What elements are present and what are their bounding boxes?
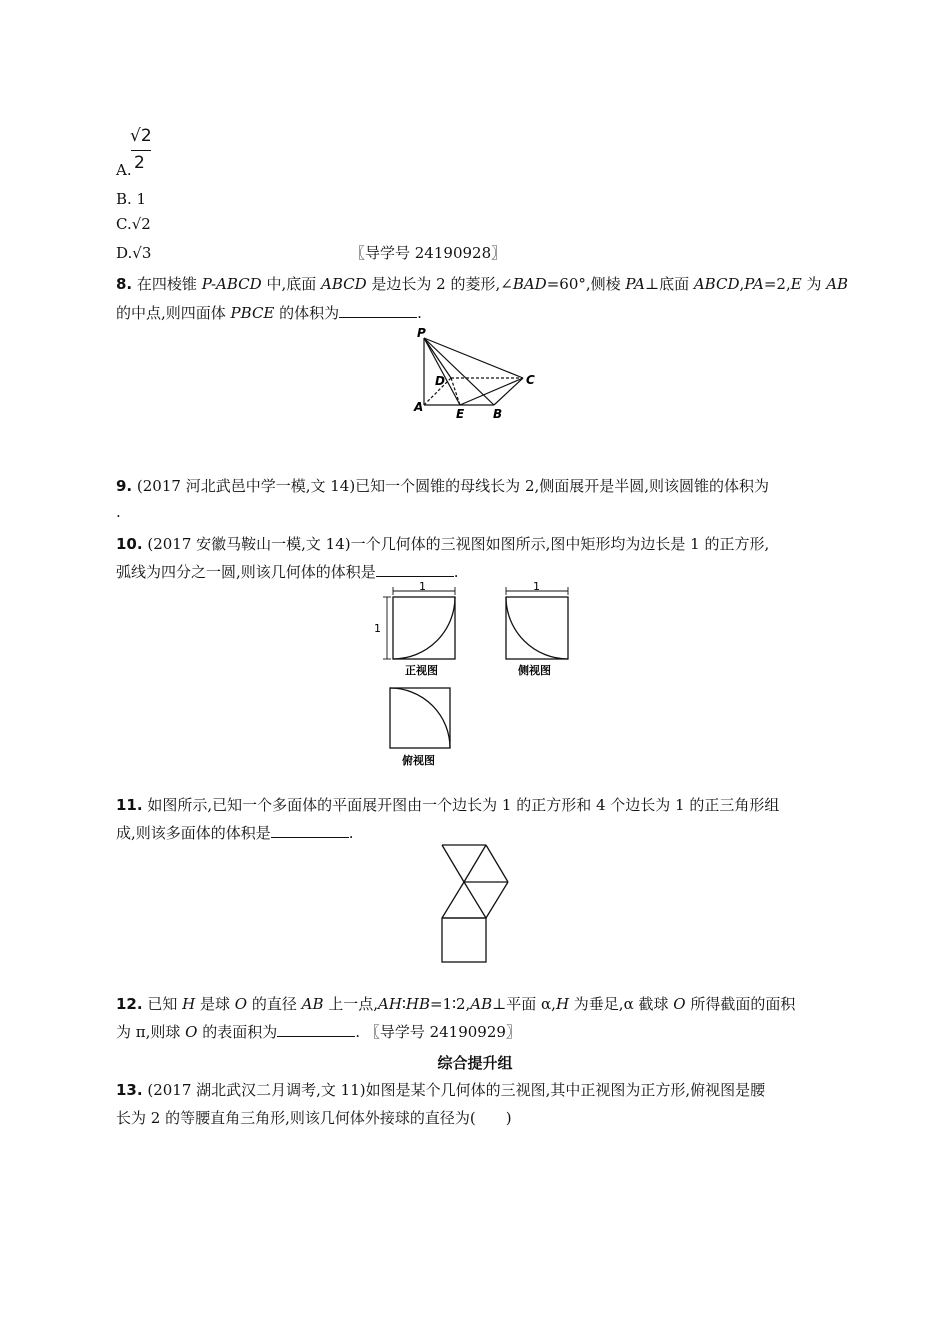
text: 弧线为四分之一圆,则该几何体的体积是: [116, 563, 376, 581]
three-view-figure: [370, 582, 590, 772]
question-13-line-2: 长为 2 的等腰直角三角形,则该几何体外接球的直径为( ): [116, 1109, 512, 1127]
question-11-line-2: [116, 823, 354, 843]
italic-text: P-ABCD: [201, 275, 262, 293]
question-10-line-2: [116, 562, 459, 582]
italic-text: O: [185, 1023, 198, 1041]
dimension-label: 1: [374, 622, 381, 635]
text: =2,: [763, 275, 791, 293]
option-d: D.√3: [116, 244, 152, 262]
text: 已知: [142, 995, 183, 1013]
label-e: E: [456, 407, 465, 421]
question-number: 8.: [116, 275, 133, 293]
question-12-line-1: [116, 994, 795, 1014]
italic-text: O: [673, 995, 686, 1013]
text: 上一点,: [323, 995, 379, 1013]
top-view-caption: 俯视图: [402, 754, 435, 767]
text: 成,则该多面体的体积是: [116, 824, 271, 842]
option-a-denominator: 2: [134, 153, 145, 173]
question-number: 10.: [116, 535, 143, 553]
italic-text: PA: [744, 275, 764, 293]
italic-text: H: [555, 995, 570, 1013]
text: ,: [739, 275, 745, 293]
option-a-numerator: √2: [130, 126, 152, 146]
text: =60°,侧棱: [546, 275, 626, 293]
label-c: C: [526, 373, 535, 387]
question-8-line-2: [116, 303, 422, 323]
text: 中,底面: [261, 275, 321, 293]
text: 的直径: [247, 995, 302, 1013]
question-number: 13.: [116, 1081, 143, 1099]
text: 为: [801, 275, 827, 293]
italic-text: ABCD: [693, 275, 740, 293]
label-d: D: [435, 374, 445, 388]
text: 的中点,则四面体: [116, 304, 231, 322]
question-number: 12.: [116, 995, 143, 1013]
italic-text: PA: [625, 275, 645, 293]
text: 所得截面的面积: [685, 995, 796, 1013]
dimension-label: 1: [533, 582, 540, 593]
front-view-caption: 正视图: [405, 664, 438, 677]
option-c: C.√2: [116, 215, 151, 233]
text: 为 π,则球: [116, 1023, 186, 1041]
answer-blank: [271, 823, 349, 838]
pyramid-figure: [405, 325, 545, 425]
text: =1∶2,: [429, 995, 471, 1013]
text: ⊥平面 α,: [492, 995, 556, 1013]
fraction-bar: [131, 150, 151, 151]
question-13-line-1: [116, 1080, 765, 1100]
section-heading: 综合提升组: [437, 1054, 513, 1072]
italic-text: HB: [405, 995, 430, 1013]
option-a-label: A.: [116, 161, 132, 179]
question-9-line-2: .: [116, 503, 121, 521]
italic-text: AB: [826, 275, 849, 293]
question-11-line-1: [116, 795, 779, 815]
text: 是边长为 2 的菱形,∠: [366, 275, 513, 293]
italic-text: AB: [301, 995, 324, 1013]
answer-blank: [339, 303, 417, 318]
question-10-line-1: [116, 534, 769, 554]
italic-text: E: [790, 275, 802, 293]
side-view-caption: 侧视图: [518, 664, 551, 677]
italic-text: ABCD: [320, 275, 367, 293]
text: 的体积为: [274, 304, 340, 322]
italic-text: O: [234, 995, 248, 1013]
italic-text: AB: [470, 995, 493, 1013]
label-a: A: [414, 400, 424, 414]
question-8-line-1: [116, 274, 848, 294]
label-p: P: [417, 326, 426, 340]
question-9-line-1: [116, 476, 769, 496]
text: 为垂足,α 截球: [569, 995, 674, 1013]
text: (2017 安徽马鞍山一模,文 14)一个几何体的三视图如图所示,图中矩形均为边长是 1 的正方形,: [142, 535, 770, 553]
question-number: 11.: [116, 796, 143, 814]
text: 如图所示,已知一个多面体的平面展开图由一个边长为 1 的正方形和 4 个边长为 1 的正三角形组: [142, 796, 780, 814]
italic-text: BAD: [512, 275, 547, 293]
dimension-label: 1: [419, 582, 426, 593]
text: 在四棱锥: [132, 275, 202, 293]
italic-text: H: [182, 995, 196, 1013]
text: (2017 河北武邑中学一模,文 14)已知一个圆锥的母线长为 2,侧面展开是半圆,则该圆锥的体积为: [132, 477, 770, 495]
text: ⊥底面: [644, 275, 694, 293]
italic-text: PBCE: [230, 304, 275, 322]
text: .: [417, 304, 422, 322]
answer-blank: [277, 1022, 355, 1037]
reference-number: 〖导学号 24190929〗: [364, 1023, 521, 1041]
question-number: 9.: [116, 477, 133, 495]
reference-number: 〖导学号 24190928〗: [350, 244, 507, 262]
text: 是球: [195, 995, 235, 1013]
text: .: [348, 824, 354, 842]
option-b: B. 1: [116, 190, 147, 208]
italic-text: AH: [378, 995, 402, 1013]
question-12-line-2: [116, 1022, 521, 1042]
answer-blank: [376, 562, 454, 577]
text: 的表面积为: [197, 1023, 278, 1041]
text: .: [355, 1023, 365, 1041]
text: (2017 湖北武汉二月调考,文 11)如图是某个几何体的三视图,其中正视图为正方形,俯视图是腰: [142, 1081, 766, 1099]
text: .: [453, 563, 459, 581]
label-b: B: [493, 407, 503, 421]
text: ∶: [401, 995, 406, 1013]
net-figure: [435, 840, 515, 970]
